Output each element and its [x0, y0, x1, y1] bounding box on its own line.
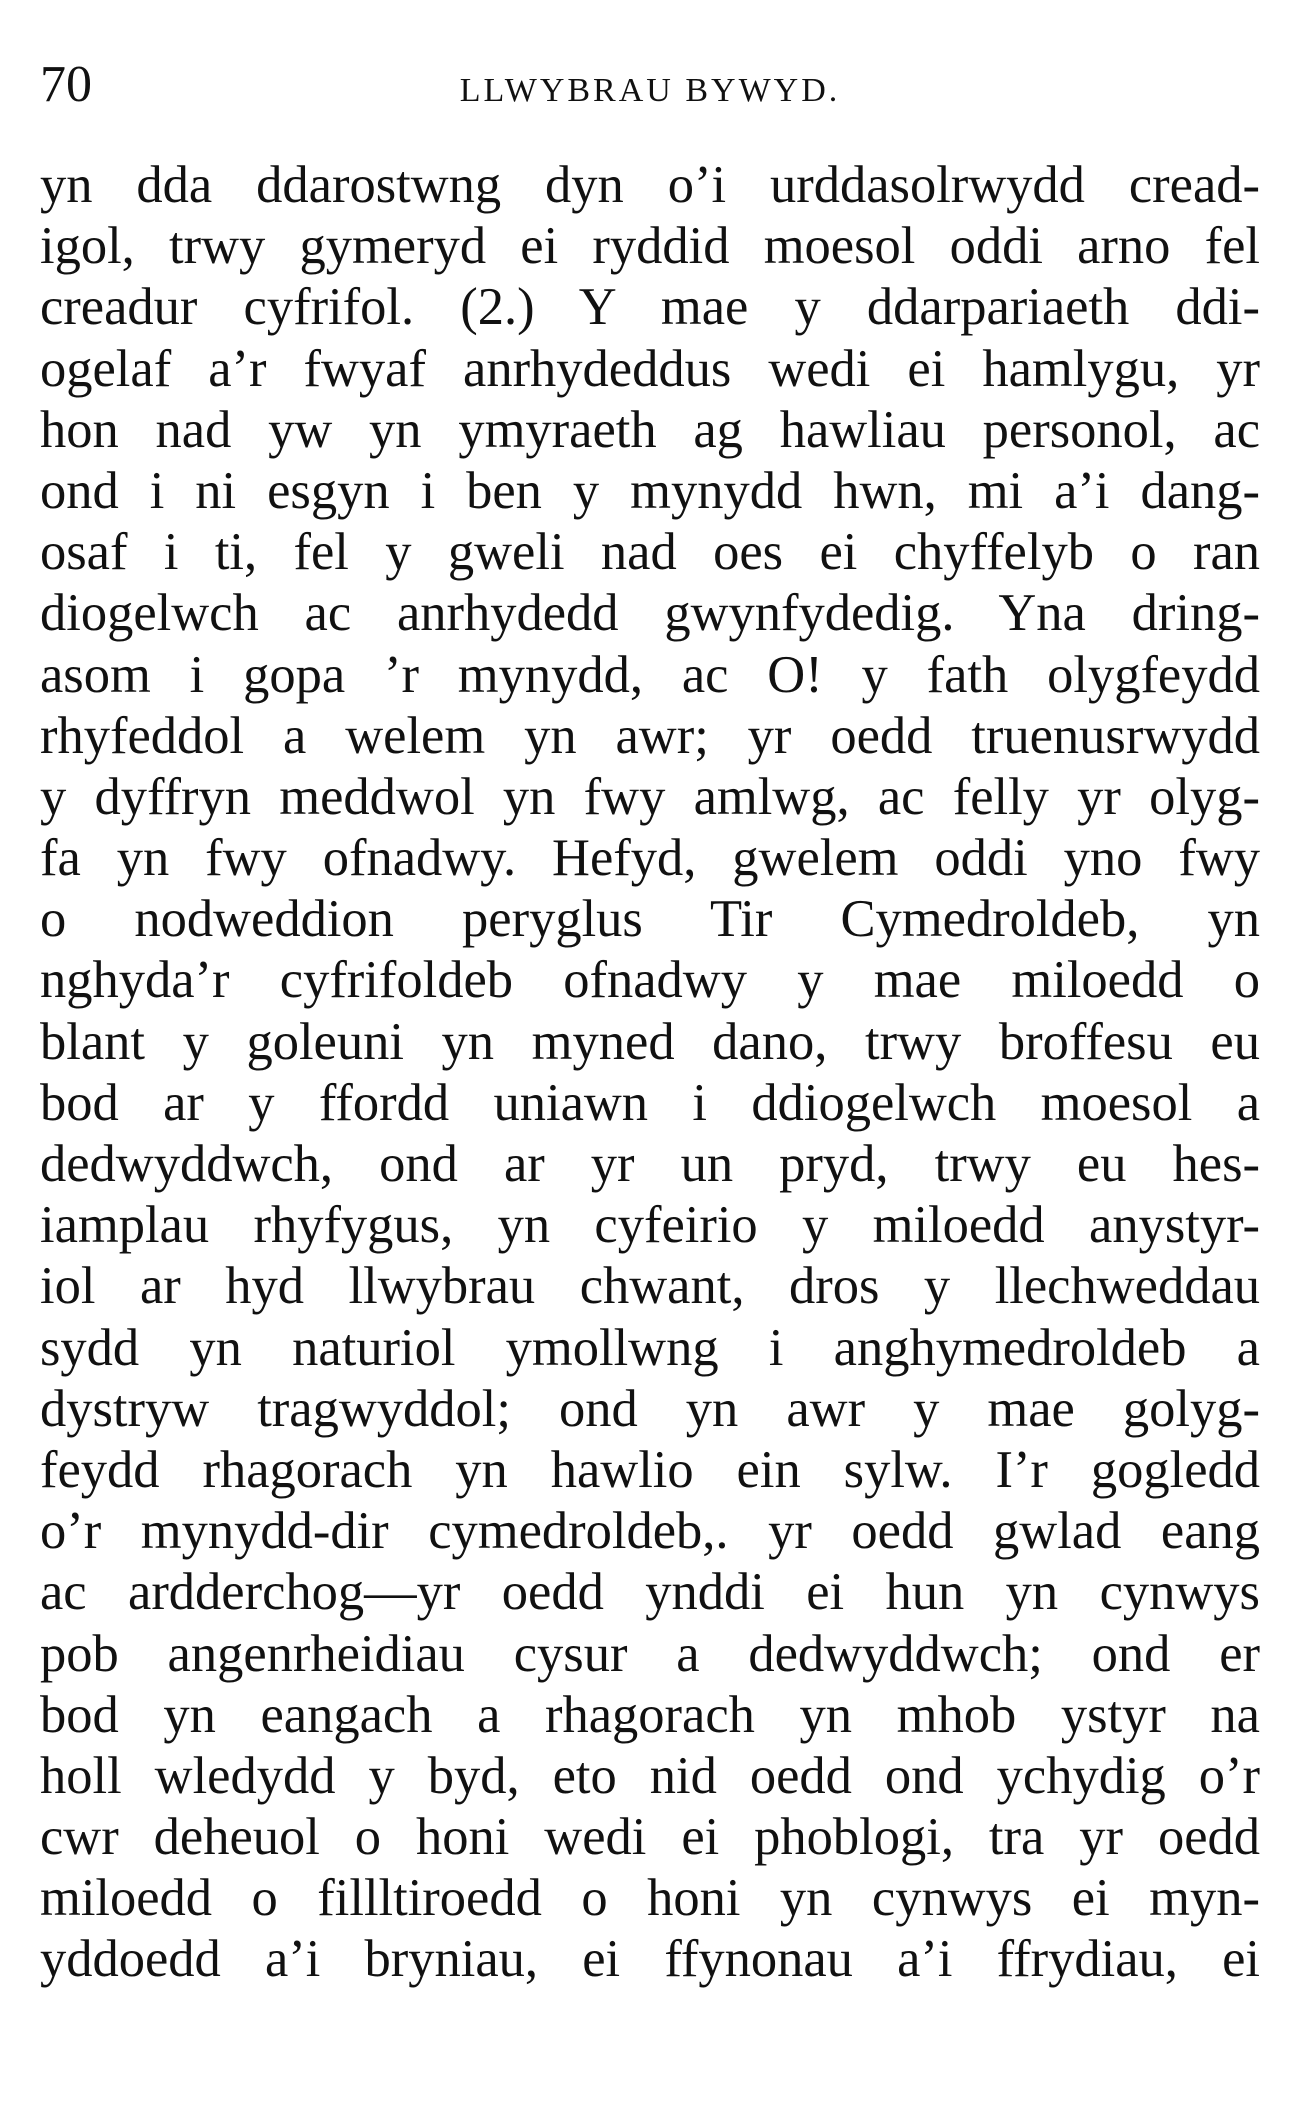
- text-line: feydd rhagorach yn hawlio ein sylw. I’r gogledd: [40, 1440, 1260, 1499]
- text-line: o’r mynydd-dir cymedroldeb,. yr oedd gwlad eang: [40, 1502, 1260, 1561]
- text-line: osaf i ti, fel y gweli nad oes ei chyffelyb o ran: [40, 523, 1260, 582]
- page-number: 70: [40, 56, 92, 113]
- text-line: sydd yn naturiol ymollwng i anghymedroldeb a: [40, 1318, 1260, 1377]
- text-line: diogelwch ac anrhydedd gwynfydedig. Yna dring-: [40, 584, 1260, 643]
- text-line: asom i gopa ’r mynydd, ac O! y fath olygfeydd: [40, 645, 1260, 704]
- page-header: [40, 50, 1260, 120]
- text-line: bod yn eangach a rhagorach yn mhob ystyr na: [40, 1685, 1260, 1744]
- text-line: dystryw tragwyddol; ond yn awr y mae golyg-: [40, 1379, 1260, 1438]
- text-line: fa yn fwy ofnadwy. Hefyd, gwelem oddi yno fwy: [40, 829, 1260, 888]
- text-line: yn dda ddarostwng dyn o’i urddasolrwydd cread-: [40, 156, 1260, 214]
- text-line: iol ar hyd llwybrau chwant, dros y llechweddau: [40, 1257, 1260, 1316]
- text-line: y dyffryn meddwol yn fwy amlwg, ac felly yr olyg-: [40, 767, 1260, 826]
- text-line: bod ar y ffordd uniawn i ddiogelwch moesol a: [40, 1073, 1260, 1132]
- text-line: ogelaf a’r fwyaf anrhydeddus wedi ei hamlygu, yr: [40, 339, 1260, 398]
- text-line: holl wledydd y byd, eto nid oedd ond ychydig o’r: [40, 1746, 1260, 1805]
- text-line: dedwyddwch, ond ar yr un pryd, trwy eu hes-: [40, 1135, 1260, 1193]
- text-line: iamplau rhyfygus, yn cyfeirio y miloedd anystyr-: [40, 1196, 1260, 1255]
- text-line: ond i ni esgyn i ben y mynydd hwn, mi a’i dang-: [40, 461, 1260, 520]
- text-line: cwr deheuol o honi wedi ei phoblogi, tra yr oedd: [40, 1808, 1260, 1867]
- text-line: ac ardderchog—yr oedd ynddi ei hun yn cynwys: [40, 1563, 1260, 1622]
- text-line: rhyfeddol a welem yn awr; yr oedd truenusrwydd: [40, 706, 1260, 765]
- body-text: [40, 155, 1260, 1991]
- text-line: pob angenrheidiau cysur a dedwyddwch; ond er: [40, 1624, 1260, 1683]
- text-line: yddoedd a’i bryniau, ei ffynonau a’i ffrydiau, ei: [40, 1930, 1260, 1989]
- text-line: blant y goleuni yn myned dano, trwy broffesu eu: [40, 1012, 1260, 1071]
- text-line: miloedd o fillltiroedd o honi yn cynwys ei myn-: [40, 1869, 1260, 1928]
- text-line: igol, trwy gymeryd ei ryddid moesol oddi arno fel: [40, 217, 1260, 276]
- text-line: nghyda’r cyfrifoldeb ofnadwy y mae miloedd o: [40, 951, 1260, 1010]
- text-line: hon nad yw yn ymyraeth ag hawliau personol, ac: [40, 400, 1260, 459]
- text-line: o nodweddion peryglus Tir Cymedroldeb, yn: [40, 890, 1260, 949]
- text-line: creadur cyfrifol. (2.) Y mae y ddarpariaeth ddi-: [40, 278, 1260, 337]
- running-title: LLWYBRAU BYWYD.: [459, 72, 841, 109]
